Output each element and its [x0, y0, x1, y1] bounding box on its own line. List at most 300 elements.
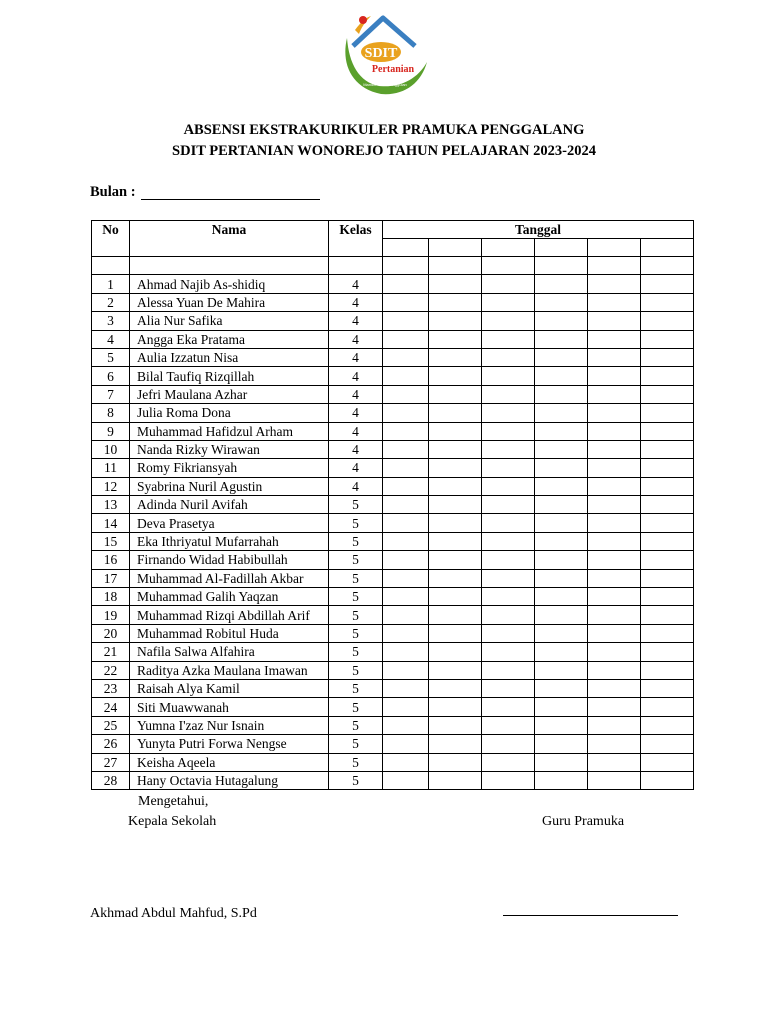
bulan-label: Bulan : [90, 184, 136, 200]
attendance-cell[interactable] [588, 679, 641, 697]
table-row [92, 716, 694, 734]
attendance-cell[interactable] [482, 532, 535, 550]
row-nama: Julia Roma Dona [130, 404, 329, 422]
attendance-cell[interactable] [641, 532, 694, 550]
attendance-cell[interactable] [641, 551, 694, 569]
row-no: 8 [92, 404, 130, 422]
attendance-cell[interactable] [641, 293, 694, 311]
attendance-cell[interactable] [429, 771, 482, 789]
row-no: 23 [92, 679, 130, 697]
attendance-cell[interactable] [535, 312, 588, 330]
row-no: 3 [92, 312, 130, 330]
attendance-cell[interactable] [383, 385, 429, 403]
attendance-cell[interactable] [482, 367, 535, 385]
table-row [92, 698, 694, 716]
row-no: 13 [92, 496, 130, 514]
attendance-cell[interactable] [535, 477, 588, 495]
attendance-cell[interactable] [535, 496, 588, 514]
attendance-cell[interactable] [535, 367, 588, 385]
row-nama: Muhammad Hafidzul Arham [130, 422, 329, 440]
attendance-cell[interactable] [588, 275, 641, 293]
row-nama: Bilal Taufiq Rizqillah [130, 367, 329, 385]
logo-subtext: Pertanian [371, 64, 415, 75]
attendance-cell[interactable] [383, 735, 429, 753]
attendance-cell[interactable] [535, 569, 588, 587]
table-row [92, 551, 694, 569]
table-row [92, 312, 694, 330]
row-kelas: 4 [329, 367, 383, 385]
attendance-cell[interactable] [535, 735, 588, 753]
row-nama: Alia Nur Safika [130, 312, 329, 330]
row-nama: Muhammad Al-Fadillah Akbar [130, 569, 329, 587]
spacer-cell [329, 257, 383, 275]
attendance-cell[interactable] [383, 348, 429, 366]
row-kelas: 4 [329, 275, 383, 293]
row-nama: Raisah Alya Kamil [130, 679, 329, 697]
attendance-cell[interactable] [588, 312, 641, 330]
row-kelas: 5 [329, 753, 383, 771]
kepala-sekolah-name: Akhmad Abdul Mahfud, S.Pd [90, 906, 257, 921]
table-row [92, 606, 694, 624]
attendance-cell[interactable] [482, 477, 535, 495]
attendance-cell[interactable] [429, 385, 482, 403]
row-no: 26 [92, 735, 130, 753]
attendance-cell[interactable] [383, 643, 429, 661]
row-no: 21 [92, 643, 130, 661]
attendance-cell[interactable] [535, 275, 588, 293]
header-tanggal: Tanggal [383, 221, 694, 239]
row-kelas: 4 [329, 348, 383, 366]
table-row [92, 404, 694, 422]
attendance-cell[interactable] [482, 735, 535, 753]
attendance-cell[interactable] [383, 679, 429, 697]
attendance-cell[interactable] [429, 440, 482, 458]
attendance-cell[interactable] [383, 330, 429, 348]
attendance-cell[interactable] [641, 643, 694, 661]
attendance-cell[interactable] [482, 348, 535, 366]
attendance-cell[interactable] [535, 588, 588, 606]
attendance-cell[interactable] [641, 606, 694, 624]
row-no: 18 [92, 588, 130, 606]
attendance-cell[interactable] [641, 624, 694, 642]
attendance-cell[interactable] [535, 404, 588, 422]
attendance-cell[interactable] [383, 477, 429, 495]
spacer-cell [429, 257, 482, 275]
attendance-cell[interactable] [588, 551, 641, 569]
attendance-cell[interactable] [429, 698, 482, 716]
attendance-cell[interactable] [482, 312, 535, 330]
row-no: 24 [92, 698, 130, 716]
attendance-cell[interactable] [588, 698, 641, 716]
attendance-cell[interactable] [588, 330, 641, 348]
attendance-cell[interactable] [588, 477, 641, 495]
row-no: 5 [92, 348, 130, 366]
row-nama: Jefri Maulana Azhar [130, 385, 329, 403]
attendance-cell[interactable] [641, 477, 694, 495]
attendance-cell[interactable] [383, 569, 429, 587]
row-kelas: 4 [329, 440, 383, 458]
attendance-cell[interactable] [588, 348, 641, 366]
attendance-cell[interactable] [482, 293, 535, 311]
attendance-cell[interactable] [482, 661, 535, 679]
attendance-cell[interactable] [383, 661, 429, 679]
spacer-cell [535, 257, 588, 275]
guru-signature-line [503, 915, 678, 916]
row-no: 11 [92, 459, 130, 477]
attendance-cell[interactable] [482, 496, 535, 514]
attendance-cell[interactable] [482, 275, 535, 293]
row-no: 25 [92, 716, 130, 734]
attendance-cell[interactable] [383, 422, 429, 440]
row-no: 10 [92, 440, 130, 458]
attendance-cell[interactable] [588, 385, 641, 403]
row-no: 2 [92, 293, 130, 311]
attendance-cell[interactable] [641, 440, 694, 458]
row-kelas: 4 [329, 312, 383, 330]
row-nama: Muhammad Galih Yaqzan [130, 588, 329, 606]
attendance-cell[interactable] [641, 367, 694, 385]
attendance-cell[interactable] [383, 716, 429, 734]
document-title-line2: SDIT PERTANIAN WONOREJO TAHUN PELAJARAN 2023-2024 [172, 143, 596, 159]
date-cell[interactable] [482, 239, 535, 257]
row-nama: Aulia Izzatun Nisa [130, 348, 329, 366]
logo-text: SDIT [364, 46, 398, 61]
table-row [92, 367, 694, 385]
header-no: No [92, 221, 130, 257]
row-no: 7 [92, 385, 130, 403]
table-row [92, 477, 694, 495]
attendance-cell[interactable] [535, 606, 588, 624]
attendance-cell[interactable] [383, 588, 429, 606]
attendance-cell[interactable] [482, 330, 535, 348]
table-row [92, 532, 694, 550]
attendance-cell[interactable] [535, 440, 588, 458]
row-no: 27 [92, 753, 130, 771]
attendance-cell[interactable] [588, 606, 641, 624]
table-row [92, 293, 694, 311]
attendance-cell[interactable] [535, 679, 588, 697]
attendance-cell[interactable] [535, 532, 588, 550]
table-row [92, 569, 694, 587]
row-nama: Deva Prasetya [130, 514, 329, 532]
table-row [92, 330, 694, 348]
attendance-cell[interactable] [535, 514, 588, 532]
attendance-cell[interactable] [641, 514, 694, 532]
attendance-cell[interactable] [641, 422, 694, 440]
table-row [92, 771, 694, 789]
attendance-cell[interactable] [482, 551, 535, 569]
attendance-cell[interactable] [429, 330, 482, 348]
attendance-cell[interactable] [383, 698, 429, 716]
row-kelas: 4 [329, 459, 383, 477]
document-title-line1: ABSENSI EKSTRAKURIKULER PRAMUKA PENGGALANG [183, 122, 585, 138]
attendance-cell[interactable] [535, 661, 588, 679]
attendance-cell[interactable] [641, 496, 694, 514]
attendance-cell[interactable] [482, 753, 535, 771]
attendance-cell[interactable] [535, 698, 588, 716]
guru-pramuka-label: Guru Pramuka [542, 814, 625, 829]
attendance-cell[interactable] [383, 753, 429, 771]
attendance-cell[interactable] [588, 735, 641, 753]
row-nama: Yunyta Putri Forwa Nengse [130, 735, 329, 753]
attendance-cell[interactable] [641, 404, 694, 422]
attendance-cell[interactable] [482, 422, 535, 440]
attendance-cell[interactable] [429, 588, 482, 606]
row-no: 12 [92, 477, 130, 495]
spacer-cell [641, 257, 694, 275]
attendance-cell[interactable] [482, 679, 535, 697]
row-no: 20 [92, 624, 130, 642]
row-kelas: 5 [329, 698, 383, 716]
attendance-cell[interactable] [588, 293, 641, 311]
attendance-cell[interactable] [482, 440, 535, 458]
attendance-cell[interactable] [641, 753, 694, 771]
logo-motto: Mandiri - Berkeunggulan [363, 82, 407, 87]
attendance-cell[interactable] [429, 404, 482, 422]
attendance-cell[interactable] [429, 312, 482, 330]
attendance-cell[interactable] [482, 569, 535, 587]
attendance-cell[interactable] [641, 661, 694, 679]
row-no: 22 [92, 661, 130, 679]
row-nama: Alessa Yuan De Mahira [130, 293, 329, 311]
attendance-cell[interactable] [535, 422, 588, 440]
attendance-cell[interactable] [588, 459, 641, 477]
attendance-cell[interactable] [383, 459, 429, 477]
attendance-cell[interactable] [588, 753, 641, 771]
header-kelas: Kelas [329, 221, 383, 257]
attendance-cell[interactable] [383, 293, 429, 311]
attendance-cell[interactable] [588, 643, 641, 661]
attendance-cell[interactable] [429, 661, 482, 679]
attendance-cell[interactable] [482, 606, 535, 624]
row-kelas: 5 [329, 551, 383, 569]
attendance-cell[interactable] [482, 771, 535, 789]
attendance-cell[interactable] [588, 404, 641, 422]
attendance-cell[interactable] [535, 753, 588, 771]
attendance-cell[interactable] [429, 367, 482, 385]
table-row [92, 753, 694, 771]
row-nama: Romy Fikriansyah [130, 459, 329, 477]
row-nama: Yumna I'zaz Nur Isnain [130, 716, 329, 734]
attendance-cell[interactable] [429, 293, 482, 311]
date-cell[interactable] [641, 239, 694, 257]
table-row [92, 514, 694, 532]
attendance-cell[interactable] [429, 753, 482, 771]
spacer-cell [482, 257, 535, 275]
attendance-cell[interactable] [588, 661, 641, 679]
attendance-cell[interactable] [535, 716, 588, 734]
attendance-cell[interactable] [383, 275, 429, 293]
row-no: 16 [92, 551, 130, 569]
attendance-cell[interactable] [429, 532, 482, 550]
attendance-cell[interactable] [482, 716, 535, 734]
row-nama: Firnando Widad Habibullah [130, 551, 329, 569]
attendance-cell[interactable] [588, 532, 641, 550]
attendance-cell[interactable] [429, 643, 482, 661]
row-kelas: 5 [329, 588, 383, 606]
spacer-cell [130, 257, 329, 275]
attendance-cell[interactable] [641, 348, 694, 366]
attendance-cell[interactable] [535, 330, 588, 348]
row-no: 1 [92, 275, 130, 293]
row-nama: Raditya Azka Maulana Imawan [130, 661, 329, 679]
row-nama: Muhammad Rizqi Abdillah Arif [130, 606, 329, 624]
date-cell[interactable] [429, 239, 482, 257]
attendance-cell[interactable] [588, 716, 641, 734]
attendance-cell[interactable] [482, 514, 535, 532]
spacer-row [92, 257, 694, 275]
attendance-cell[interactable] [535, 771, 588, 789]
attendance-cell[interactable] [535, 643, 588, 661]
table-row [92, 661, 694, 679]
attendance-cell[interactable] [429, 514, 482, 532]
row-kelas: 5 [329, 569, 383, 587]
spacer-cell [383, 257, 429, 275]
attendance-cell[interactable] [641, 330, 694, 348]
date-cell[interactable] [535, 239, 588, 257]
row-nama: Keisha Aqeela [130, 753, 329, 771]
row-kelas: 5 [329, 771, 383, 789]
attendance-cell[interactable] [535, 459, 588, 477]
attendance-cell[interactable] [429, 422, 482, 440]
attendance-cell[interactable] [383, 514, 429, 532]
row-kelas: 5 [329, 643, 383, 661]
attendance-cell[interactable] [383, 312, 429, 330]
attendance-cell[interactable] [429, 716, 482, 734]
attendance-cell[interactable] [588, 569, 641, 587]
attendance-cell[interactable] [535, 348, 588, 366]
row-kelas: 5 [329, 716, 383, 734]
attendance-cell[interactable] [641, 385, 694, 403]
attendance-cell[interactable] [482, 698, 535, 716]
table-row [92, 624, 694, 642]
date-cell[interactable] [383, 239, 429, 257]
bulan-fill-line [141, 199, 320, 200]
row-kelas: 5 [329, 735, 383, 753]
attendance-cell[interactable] [588, 624, 641, 642]
attendance-cell[interactable] [588, 496, 641, 514]
row-kelas: 5 [329, 514, 383, 532]
row-nama: Ahmad Najib As-shidiq [130, 275, 329, 293]
table-row [92, 588, 694, 606]
table-row [92, 440, 694, 458]
row-no: 15 [92, 532, 130, 550]
row-nama: Muhammad Robitul Huda [130, 624, 329, 642]
attendance-cell[interactable] [383, 624, 429, 642]
attendance-table [91, 220, 694, 790]
table-row [92, 643, 694, 661]
table-row [92, 422, 694, 440]
attendance-cell[interactable] [482, 624, 535, 642]
row-kelas: 5 [329, 661, 383, 679]
attendance-cell[interactable] [482, 404, 535, 422]
attendance-cell[interactable] [535, 293, 588, 311]
row-kelas: 5 [329, 679, 383, 697]
table-row [92, 679, 694, 697]
row-kelas: 4 [329, 293, 383, 311]
kepala-sekolah-label: Kepala Sekolah [128, 814, 217, 829]
attendance-cell[interactable] [641, 771, 694, 789]
attendance-cell[interactable] [588, 422, 641, 440]
row-kelas: 5 [329, 496, 383, 514]
attendance-cell[interactable] [641, 716, 694, 734]
attendance-cell[interactable] [482, 588, 535, 606]
spacer-cell [92, 257, 130, 275]
row-kelas: 5 [329, 606, 383, 624]
attendance-cell[interactable] [535, 385, 588, 403]
row-nama: Angga Eka Pratama [130, 330, 329, 348]
row-nama: Hany Octavia Hutagalung [130, 771, 329, 789]
row-kelas: 5 [329, 624, 383, 642]
attendance-cell[interactable] [429, 624, 482, 642]
attendance-cell[interactable] [641, 459, 694, 477]
attendance-cell[interactable] [383, 367, 429, 385]
spacer-cell [588, 257, 641, 275]
row-no: 4 [92, 330, 130, 348]
attendance-cell[interactable] [588, 440, 641, 458]
row-no: 17 [92, 569, 130, 587]
row-kelas: 4 [329, 330, 383, 348]
attendance-cell[interactable] [383, 496, 429, 514]
attendance-cell[interactable] [641, 588, 694, 606]
attendance-cell[interactable] [641, 569, 694, 587]
attendance-cell[interactable] [429, 679, 482, 697]
attendance-cell[interactable] [588, 514, 641, 532]
row-kelas: 4 [329, 385, 383, 403]
attendance-cell[interactable] [383, 404, 429, 422]
attendance-cell[interactable] [641, 275, 694, 293]
attendance-cell[interactable] [383, 551, 429, 569]
attendance-cell[interactable] [482, 459, 535, 477]
table-row [92, 385, 694, 403]
attendance-cell[interactable] [429, 735, 482, 753]
date-cell[interactable] [588, 239, 641, 257]
attendance-cell[interactable] [429, 348, 482, 366]
row-no: 6 [92, 367, 130, 385]
row-kelas: 5 [329, 532, 383, 550]
attendance-cell[interactable] [429, 275, 482, 293]
attendance-cell[interactable] [641, 679, 694, 697]
attendance-cell[interactable] [535, 551, 588, 569]
attendance-cell[interactable] [482, 385, 535, 403]
attendance-cell[interactable] [588, 588, 641, 606]
attendance-cell[interactable] [535, 624, 588, 642]
attendance-cell[interactable] [429, 459, 482, 477]
attendance-cell[interactable] [383, 771, 429, 789]
attendance-cell[interactable] [429, 551, 482, 569]
attendance-cell[interactable] [641, 312, 694, 330]
table-row [92, 735, 694, 753]
attendance-cell[interactable] [641, 698, 694, 716]
attendance-cell[interactable] [383, 440, 429, 458]
attendance-cell[interactable] [429, 569, 482, 587]
row-no: 9 [92, 422, 130, 440]
school-logo [333, 8, 433, 100]
attendance-cell[interactable] [588, 367, 641, 385]
attendance-cell[interactable] [383, 606, 429, 624]
mengetahui-label: Mengetahui, [138, 794, 209, 809]
attendance-cell[interactable] [641, 735, 694, 753]
header-nama: Nama [130, 221, 329, 257]
row-no: 28 [92, 771, 130, 789]
row-nama: Eka Ithriyatul Mufarrahah [130, 532, 329, 550]
attendance-cell[interactable] [383, 532, 429, 550]
attendance-cell[interactable] [429, 496, 482, 514]
attendance-cell[interactable] [429, 606, 482, 624]
attendance-cell[interactable] [429, 477, 482, 495]
attendance-cell[interactable] [588, 771, 641, 789]
attendance-cell[interactable] [482, 643, 535, 661]
